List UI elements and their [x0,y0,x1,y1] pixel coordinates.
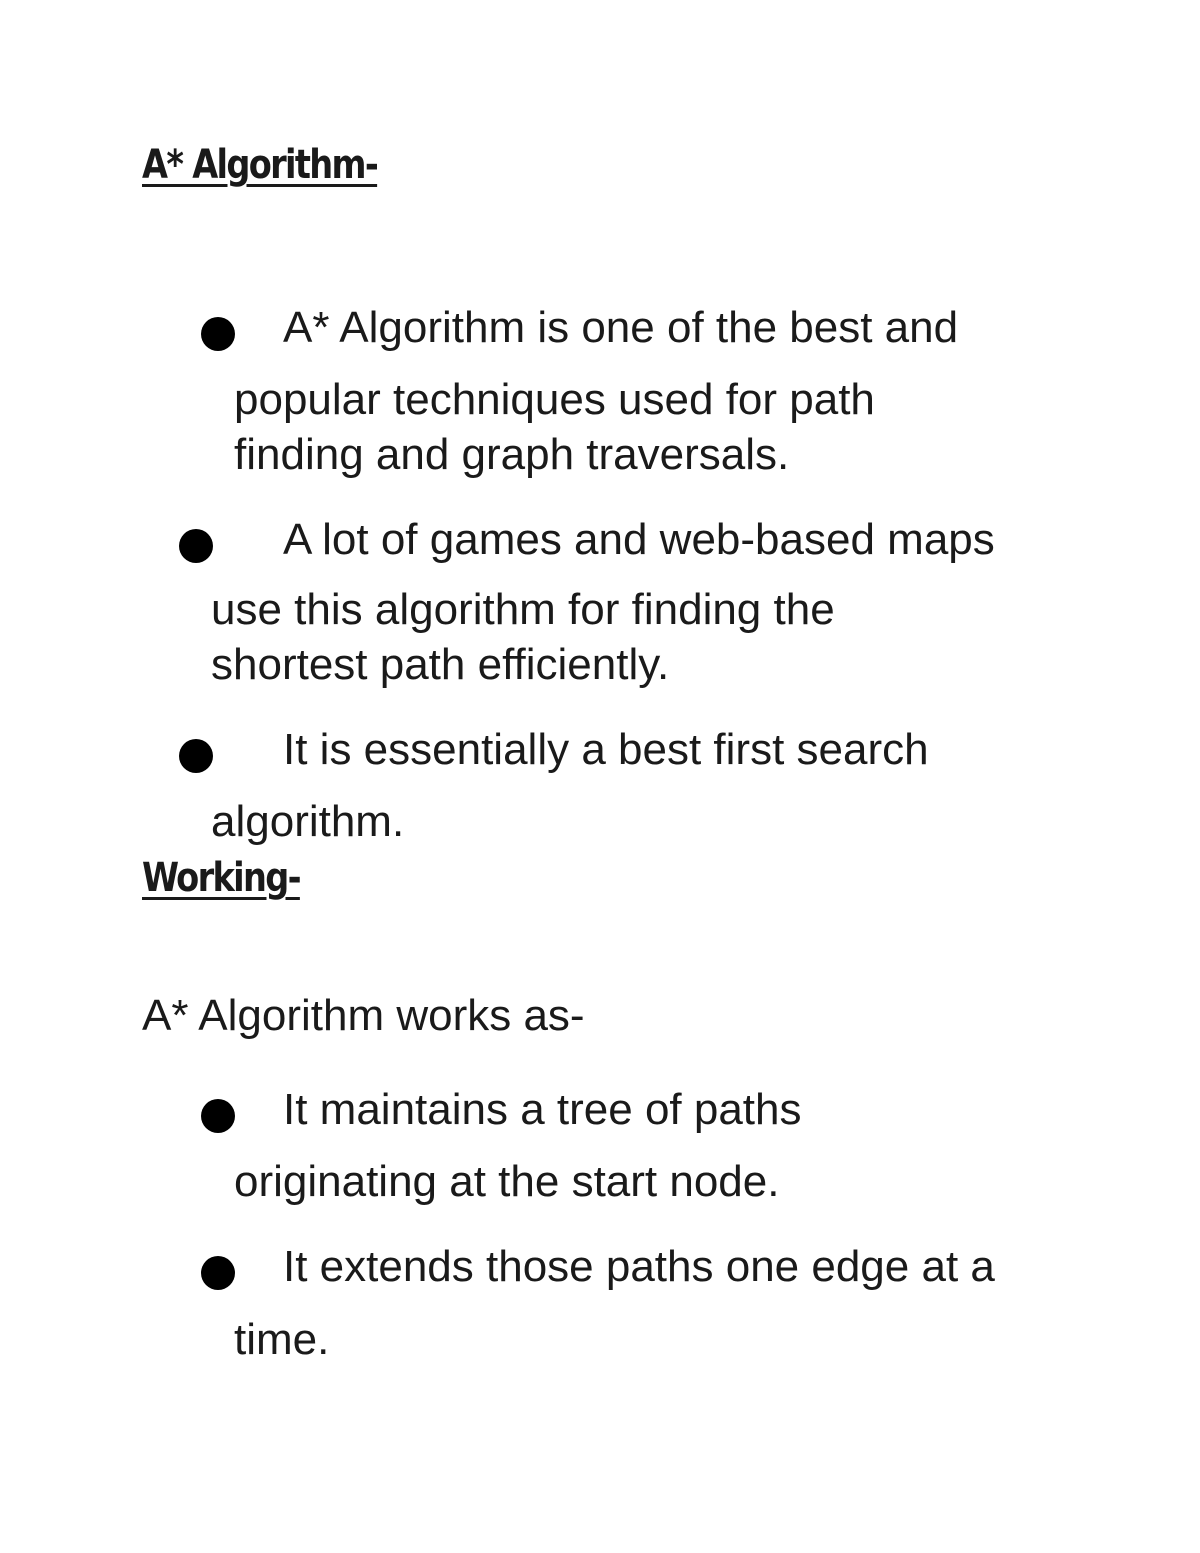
list-item-line: shortest path efficiently. [211,640,670,689]
bullet-icon [201,1256,235,1290]
bullet-icon [179,739,213,773]
list-item-line: finding and graph traversals. [234,430,790,479]
bullet-icon [201,317,235,351]
list-item-line: algorithm. [211,797,405,846]
list-item-line: time. [234,1315,330,1364]
intro-text: A* Algorithm works as- [142,991,585,1040]
list-item-line: use this algorithm for finding the [211,585,835,634]
bullet-icon [201,1099,235,1133]
list-item-line: It extends those paths one edge at a [283,1242,995,1291]
list-item-line: A lot of games and web-based maps [283,515,995,564]
list-item-line: originating at the start node. [234,1157,780,1206]
list-item-line: A* Algorithm is one of the best and [283,303,959,352]
list-item-line: popular techniques used for path [234,375,875,424]
list-item-line: It is essentially a best first search [283,725,929,774]
bullet-icon [179,529,213,563]
section-heading-a-star: A* Algorithm- [142,142,378,188]
section-heading-working: Working- [142,855,300,901]
list-item-line: It maintains a tree of paths [283,1085,802,1134]
